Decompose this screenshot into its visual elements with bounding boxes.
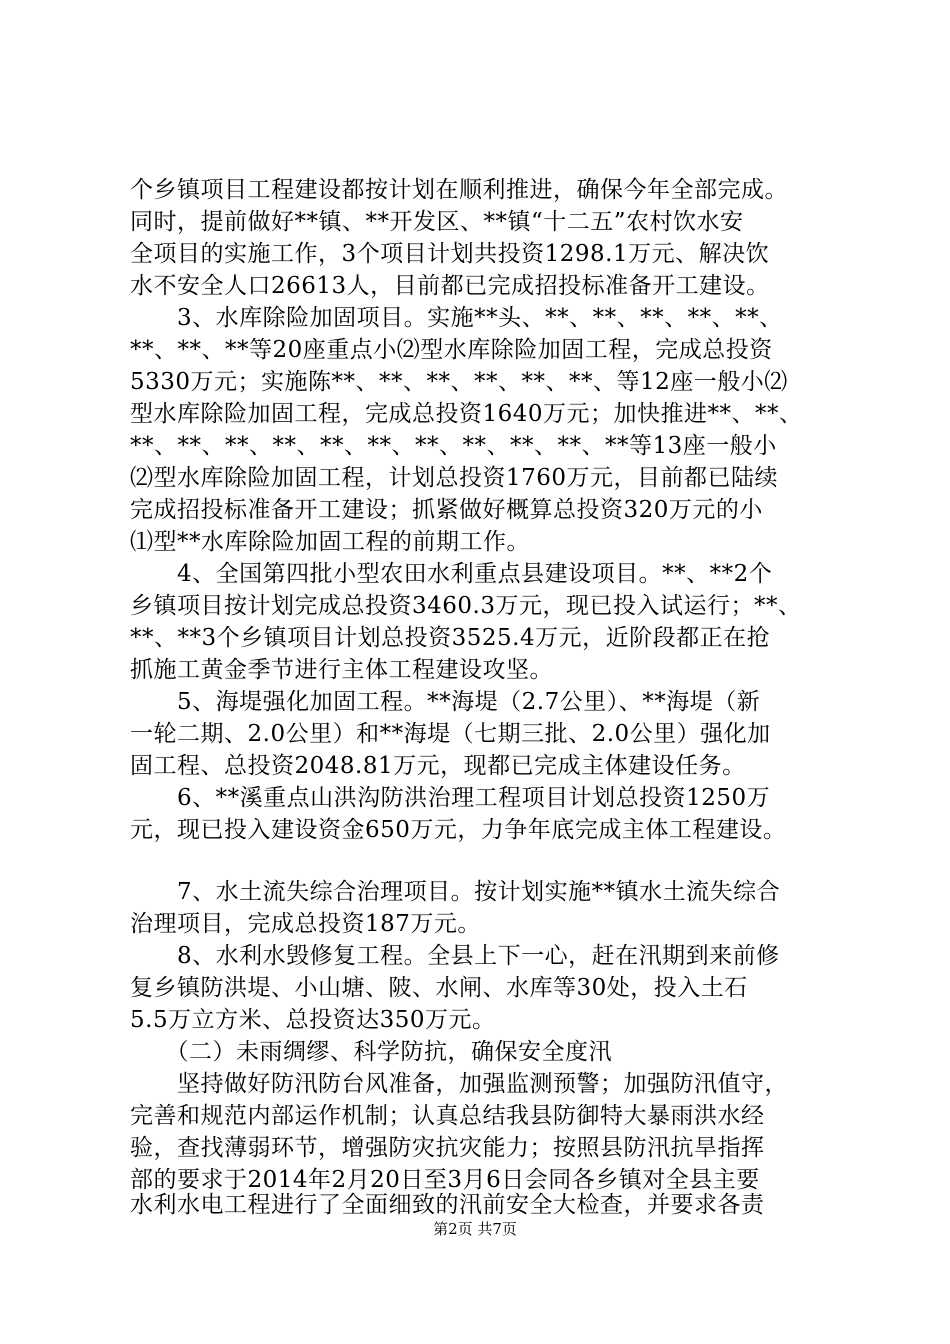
text-line: **、**、**、**、**、**、**、**、**、**、**等13座一般小 — [130, 433, 777, 459]
text-line: 6、**溪重点山洪沟防洪治理工程项目计划总投资1250万 — [130, 785, 771, 811]
text-line: 元，现已投入建设资金650万元，力争年底完成主体工程建设。 — [130, 817, 787, 843]
text-line: 8、水利水毁修复工程。全县上下一心，赶在汛期到来前修 — [130, 943, 780, 969]
text-line: 水不安全人口26613人，目前都已完成招投标准备开工建设。 — [130, 273, 770, 299]
text-line: 治理项目，完成总投资187万元。 — [130, 911, 481, 937]
text-line: 4、全国第四批小型农田水利重点县建设项目。**、**2个 — [130, 561, 773, 587]
text-line: 一轮二期、2.0公里）和**海堤（七期三批、2.0公里）强化加 — [130, 721, 771, 747]
text-line: 5、海堤强化加固工程。**海堤（2.7公里）、**海堤（新 — [130, 689, 761, 715]
text-line: 部的要求于2014年2月20日至3月6日会同各乡镇对全县主要 — [130, 1167, 760, 1193]
text-line: 验，查找薄弱环节，增强防灾抗灾能力；按照县防汛抗旱指挥 — [130, 1135, 765, 1161]
text-line: 乡镇项目按计划完成总投资3460.3万元，现已投入试运行；**、 — [130, 593, 802, 619]
text-line: 完善和规范内部运作机制；认真总结我县防御特大暴雨洪水经 — [130, 1103, 765, 1129]
text-line: 水利水电工程进行了全面细致的汛前安全大检查，并要求各责 — [130, 1192, 765, 1218]
text-line: 固工程、总投资2048.81万元，现都已完成主体建设任务。 — [130, 753, 746, 779]
text-line: ⑵型水库除险加固工程，计划总投资1760万元，目前都已陆续 — [130, 465, 779, 491]
text-line: 全项目的实施工作，3个项目计划共投资1298.1万元、解决饮 — [130, 241, 770, 267]
text-line: **、**、**等20座重点小⑵型水库除险加固工程，完成总投资 — [130, 337, 773, 363]
text-line: 型水库除险加固工程，完成总投资1640万元；加快推进**、**、 — [130, 401, 803, 427]
text-line: 复乡镇防洪堤、小山塘、陂、水闸、水库等30处，投入土石 — [130, 975, 748, 1001]
text-line: 坚持做好防汛防台风准备，加强监测预警；加强防汛值守， — [130, 1071, 788, 1097]
text-line: 完成招投标准备开工建设；抓紧做好概算总投资320万元的小 — [130, 497, 763, 523]
text-line: ⑴型**水库除险加固工程的前期工作。 — [130, 529, 530, 555]
text-line: 抓施工黄金季节进行主体工程建设攻坚。 — [130, 657, 553, 683]
text-line: 个乡镇项目工程建设都按计划在顺利推进，确保今年全部完成。 — [130, 177, 788, 203]
text-line: 5330万元；实施陈**、**、**、**、**、**、等12座一般小⑵ — [130, 369, 788, 395]
text-line: 5.5万立方米、总投资达350万元。 — [130, 1007, 496, 1033]
section-heading: （二）未雨绸缪、科学防抗，确保安全度汛 — [130, 1039, 612, 1065]
text-line: 7、水土流失综合治理项目。按计划实施**镇水土流失综合 — [130, 879, 781, 905]
text-line: **、**3个乡镇项目计划总投资3525.4万元，近阶段都正在抢 — [130, 625, 771, 651]
text-line: 3、水库除险加固项目。实施**头、**、**、**、**、**、 — [130, 305, 783, 331]
page-footer: 第2页 共7页 — [433, 1220, 517, 1238]
text-line: 同时，提前做好**镇、**开发区、**镇“十二五”农村饮水安 — [130, 209, 744, 235]
